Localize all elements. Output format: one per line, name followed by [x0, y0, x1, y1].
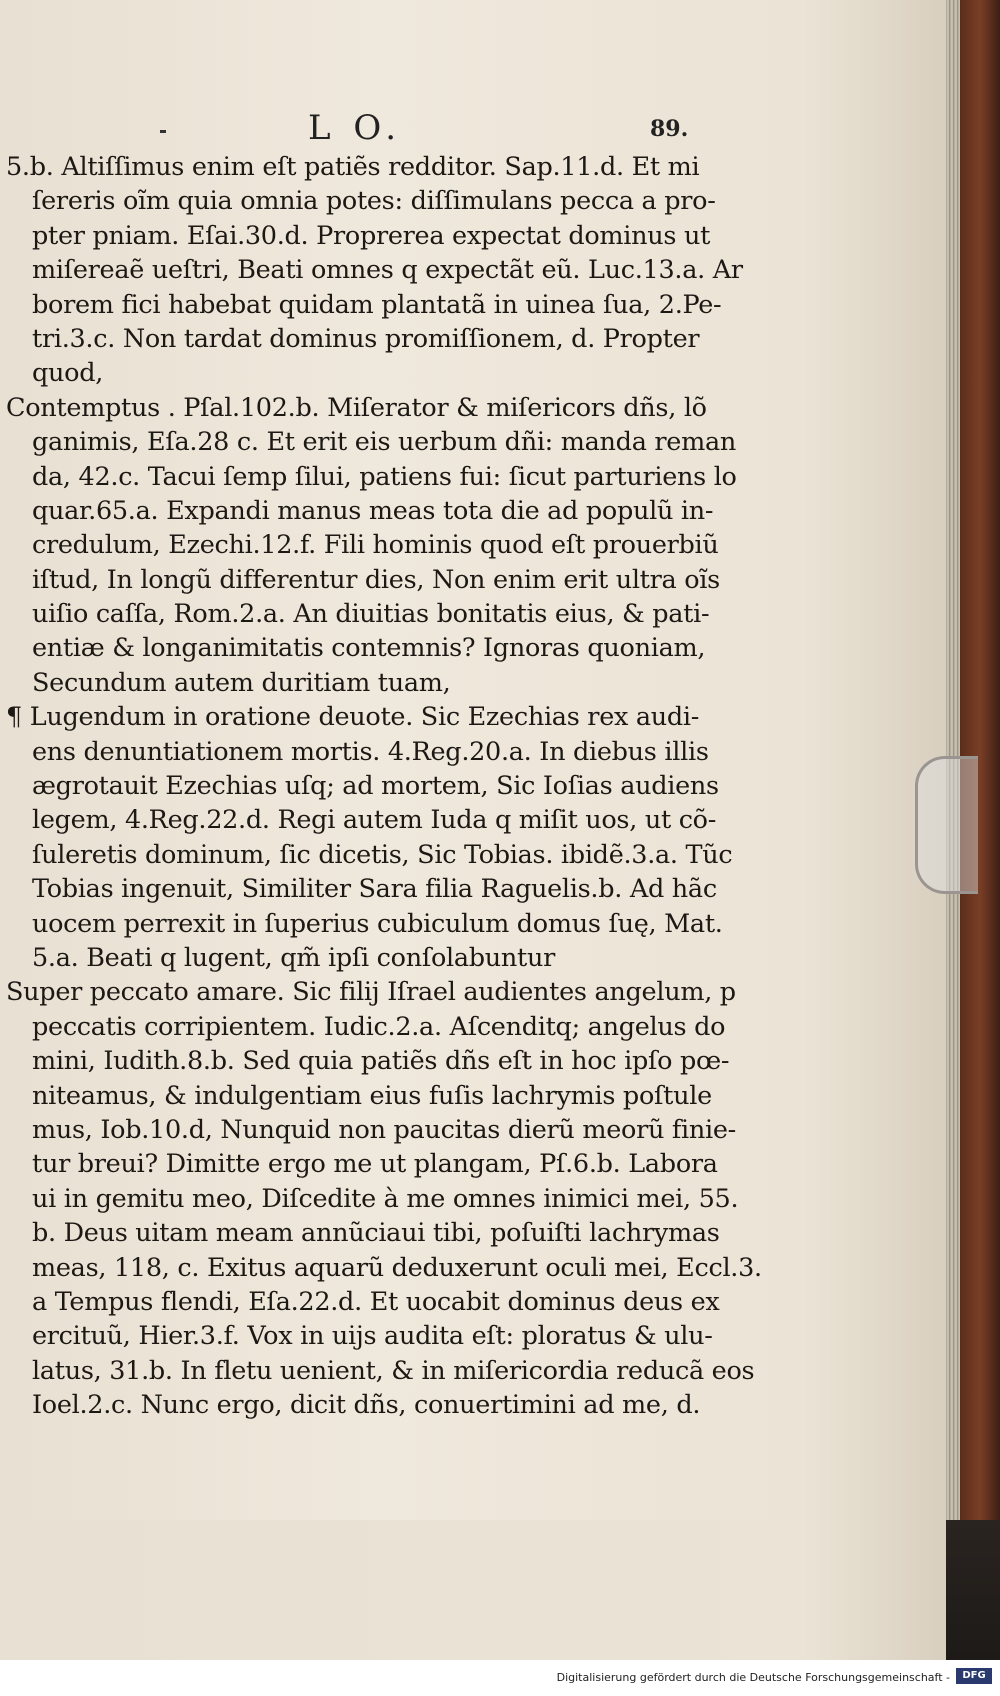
text-line: ens denuntiationem mortis. 4.Reg.20.a. In diebus illis [32, 736, 709, 767]
text-line: meas, 118, c. Exitus aquarũ deduxerunt oculi mei, Eccl.3. [32, 1252, 762, 1283]
text-line: 5.b. Altiſſimus enim eſt patiẽs redditor. Sap.11.d. Et mi [6, 152, 700, 182]
text-line: tri.3.c. Non tardat dominus promiſſionem, d. Propter [32, 323, 700, 354]
text-line: credulum, Ezechi.12.f. Fili hominis quod eſt prouerbiũ [32, 530, 719, 561]
text-line: pter pniam. Eſai.30.d. Proprerea expectat dominus ut [32, 220, 711, 251]
text-line: latus, 31.b. In fletu uenient, & in miſericordia reducã eos [32, 1355, 755, 1386]
text-line: borem fici habebat quidam plantatã in uinea ſua, 2.Pe- [32, 289, 722, 320]
text-line: Ioel.2.c. Nunc ergo, dicit dñs, conuertimini ad me, d. [32, 1390, 701, 1421]
text-line: uocem perrexit in ſuperius cubiculum domus ſuę, Mat. [32, 908, 723, 939]
text-line: da, 42.c. Tacui ſemp ſilui, patiens fui: ſicut parturiens lo [32, 461, 737, 492]
text-line: tur breui? Dimitte ergo me ut plangam, Pſ.6.b. Labora [32, 1149, 718, 1180]
body-text [6, 150, 766, 1422]
text-line: niteamus, & indulgentiam eius fuſis lachrymis poſtule [32, 1080, 712, 1111]
head-mark [160, 130, 166, 133]
text-line: iſtud, In longũ differentur dies, Non enim erit ultra oĩs [32, 564, 720, 595]
text-line: peccatis corripientem. Iudic.2.a. Aſcenditq; angelus do [32, 1011, 726, 1042]
text-line: ercituũ, Hier.3.f. Vox in uijs audita eſt: ploratus & ulu- [32, 1321, 713, 1352]
text-line: quod, [32, 358, 104, 389]
text-line: uiſio caſſa, Rom.2.a. An diuitias bonitatis eius, & pati- [32, 599, 710, 630]
footer [0, 1660, 1000, 1696]
funding-credit: Digitalisierung gefördert durch die Deutsche Forschungsgemeinschaft - [556, 1671, 950, 1684]
text-line: ¶ Lugendum in oratione deuote. Sic Ezechias rex audi- [6, 702, 700, 733]
running-head-title: L O. [308, 108, 403, 148]
text-line: mini, Iudith.8.b. Sed quia patiẽs dñs eſt in hoc ipſo pœ- [32, 1046, 730, 1077]
text-line: entiæ & longanimitatis contemnis? Ignoras quoniam, [32, 633, 706, 664]
text-line: legem, 4.Reg.22.d. Regi autem Iuda q miſit uos, ut cõ- [32, 805, 717, 836]
text-line: ganimis, Eſa.28 c. Et erit eis uerbum dñi: manda reman [32, 427, 737, 458]
text-line: Secundum autem duritiam tuam, [32, 667, 451, 698]
text-line: ægrotauit Ezechias uſq; ad mortem, Sic Ioſias audiens [32, 771, 719, 802]
text-line: mus, Iob.10.d, Nunquid non paucitas dierũ meorũ finie- [32, 1114, 736, 1145]
running-head [0, 108, 900, 152]
text-line: ui in gemitu meo, Diſcedite à me omnes inimici mei, 55. [32, 1183, 739, 1214]
text-line: 5.a. Beati q lugent, qm̃ ipſi conſolabuntur [32, 942, 556, 973]
dfg-logo: DFG [956, 1668, 992, 1684]
text-line: Tobias ingenuit, Similiter Sara filia Raguelis.b. Ad hãc [32, 874, 717, 905]
text-line: Super peccato amare. Sic filij Iſrael audientes angelum, p [6, 977, 736, 1008]
text-line: Contemptus . Pſal.102.b. Miſerator & miſericors dñs, lõ [6, 392, 707, 423]
text-line: b. Deus uitam meam annũciaui tibi, poſuiſti lachrymas [32, 1218, 720, 1249]
text-line: ſuleretis dominum, ſic dicetis, Sic Tobias. ibidẽ.3.a. Tũc [32, 839, 733, 870]
book-page-lower [0, 1520, 946, 1660]
page-clip [915, 756, 978, 894]
folio-number: 89. [650, 116, 689, 142]
text-line: a Tempus flendi, Eſa.22.d. Et uocabit dominus deus ex [32, 1286, 720, 1317]
text-line: miſereaẽ ueſtri, Beati omnes q expectãt eũ. Luc.13.a. Ar [32, 255, 743, 286]
text-line: quar.65.a. Expandi manus meas tota die ad populũ in- [32, 495, 714, 526]
text-line: ſereris oĩm quia omnia potes: diſſimulans pecca a pro- [32, 186, 716, 217]
